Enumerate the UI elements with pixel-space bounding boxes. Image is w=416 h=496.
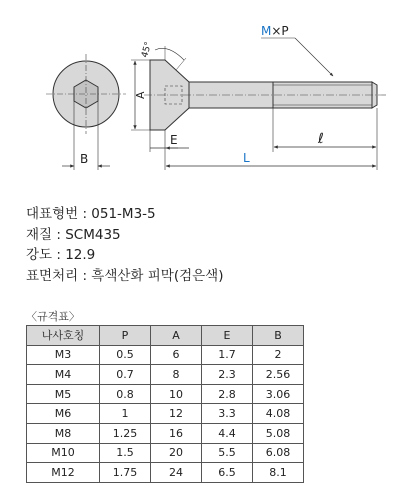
cell-b: 8.1 — [253, 463, 304, 483]
header-thread-size: 나사호칭 — [27, 326, 100, 346]
header-b: B — [253, 326, 304, 346]
cell-b: 6.08 — [253, 443, 304, 463]
screw-side-view — [131, 24, 386, 170]
spec-strength: 강도 : 12.9 — [26, 247, 96, 263]
cell-e: 2.3 — [202, 365, 253, 385]
dim-b-label: B — [80, 152, 89, 166]
table-caption: 〈규격표〉 — [26, 310, 80, 323]
size-table — [26, 325, 304, 483]
dim-e-label: E — [170, 133, 178, 147]
cell-size: M10 — [27, 443, 100, 463]
cell-e: 1.7 — [202, 345, 253, 365]
cell-b: 5.08 — [253, 423, 304, 443]
cell-b: 4.08 — [253, 404, 304, 424]
cell-b: 3.06 — [253, 384, 304, 404]
cell-a: 8 — [151, 365, 202, 385]
cell-a: 20 — [151, 443, 202, 463]
dim-l-label: L — [243, 151, 250, 165]
spec-material: 재질 : SCM435 — [26, 226, 121, 243]
cell-b: 2 — [253, 345, 304, 365]
mxp-label — [261, 24, 289, 38]
cell-a: 10 — [151, 384, 202, 404]
cell-e: 3.3 — [202, 404, 253, 424]
table-row — [27, 365, 304, 385]
cell-a: 12 — [151, 404, 202, 424]
header-p: P — [100, 326, 151, 346]
table-row — [27, 443, 304, 463]
cell-b: 2.56 — [253, 365, 304, 385]
cell-e: 6.5 — [202, 463, 253, 483]
header-e: E — [202, 326, 253, 346]
table-row — [27, 384, 304, 404]
dim-a-label: A — [134, 91, 147, 99]
head-end-view — [46, 54, 126, 170]
cell-e: 2.8 — [202, 384, 253, 404]
cell-p: 1 — [100, 404, 151, 424]
cell-size: M12 — [27, 463, 100, 483]
table-row — [27, 345, 304, 365]
spec-list — [26, 204, 224, 286]
cell-size: M5 — [27, 384, 100, 404]
table-row — [27, 463, 304, 483]
spec-surface-treatment: 표면처리 : 흑색산화 피막(검은색) — [26, 267, 224, 284]
cell-a: 24 — [151, 463, 202, 483]
cell-p: 1.5 — [100, 443, 151, 463]
spec-model-number: 대표형번 : 051-M3-5 — [26, 206, 156, 222]
cell-size: M4 — [27, 365, 100, 385]
cell-e: 5.5 — [202, 443, 253, 463]
cell-a: 16 — [151, 423, 202, 443]
cell-p: 0.5 — [100, 345, 151, 365]
cell-size: M8 — [27, 423, 100, 443]
cell-p: 1.25 — [100, 423, 151, 443]
cell-a: 6 — [151, 345, 202, 365]
cell-e: 4.4 — [202, 423, 253, 443]
cell-size: M3 — [27, 345, 100, 365]
header-a: A — [151, 326, 202, 346]
cell-p: 0.7 — [100, 365, 151, 385]
screw-drawing — [0, 0, 416, 200]
table-row — [27, 404, 304, 424]
mxp-label-m: M — [261, 24, 272, 38]
angle-label: 45° — [140, 40, 155, 59]
angle-arc — [155, 48, 184, 60]
cell-size: M6 — [27, 404, 100, 424]
dim-lscript-label: ℓ — [318, 131, 324, 147]
mxp-label-rest: ×P — [271, 24, 289, 38]
cell-p: 1.75 — [100, 463, 151, 483]
table-header-row — [27, 326, 304, 346]
technical-drawing-svg — [0, 0, 416, 200]
table-row — [27, 423, 304, 443]
cell-p: 0.8 — [100, 384, 151, 404]
